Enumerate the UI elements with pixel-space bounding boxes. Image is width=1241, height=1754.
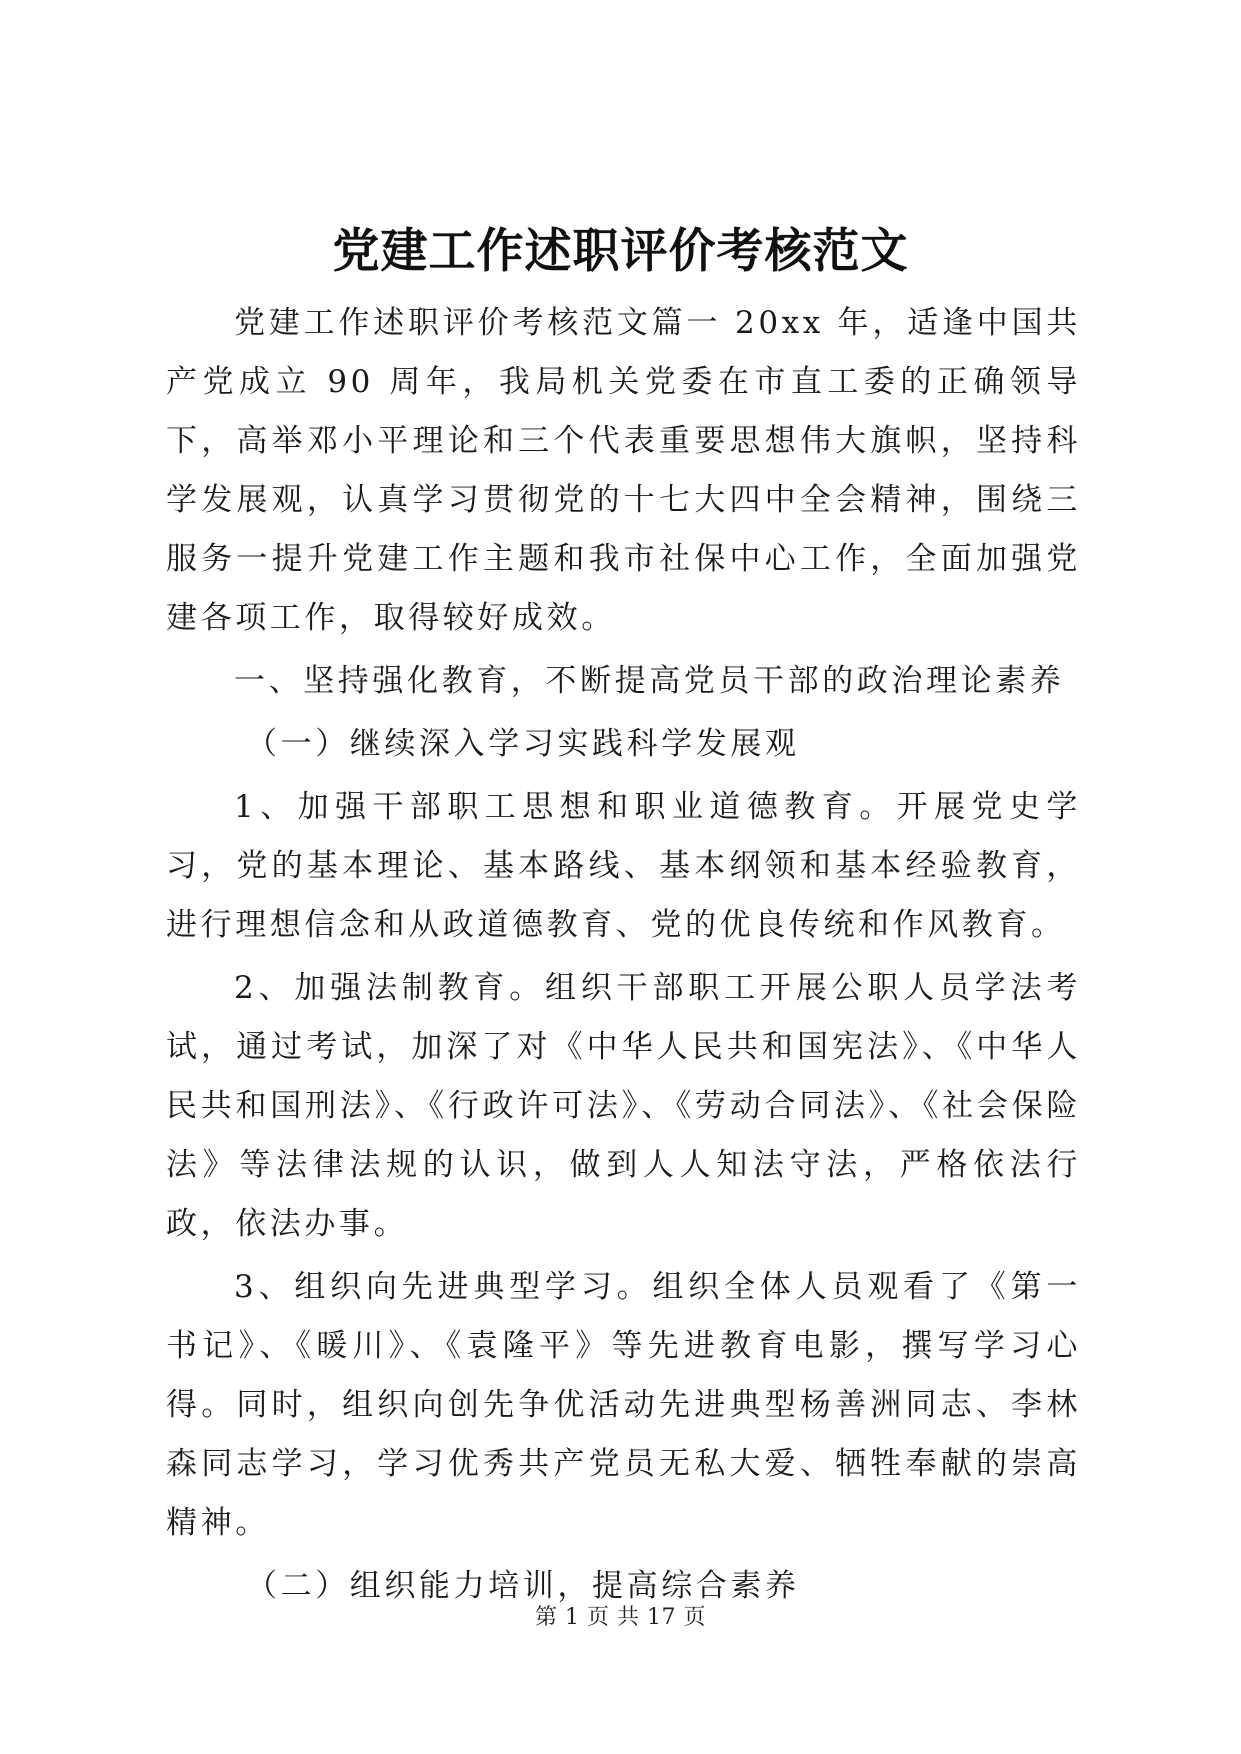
page-number-footer: 第 1 页 共 17 页 <box>535 1605 706 1630</box>
section-heading-1: 一、坚持强化教育，不断提高党员干部的政治理论素养 <box>234 663 1065 699</box>
paragraph-item-2: 2、加强法制教育。组织干部职工开展公职人员学法考试，通过考试，加深了对《中华人民共和国宪法》、《中华人民共和国刑法》、《行政许可法》、《劳动合同法》、《社会保险法》等法律法规的认识，做到人人知法守法，严格依法行政，依法办事。 <box>166 970 1081 1242</box>
subsection-heading-1: （一）继续深入学习实践科学发展观 <box>246 726 800 762</box>
document-body <box>166 294 1081 1620</box>
document-title: 党建工作述职评价考核范文 <box>332 224 909 279</box>
paragraph-intro: 党建工作述职评价考核范文篇一 20xx 年，适逢中国共产党成立 90 周年，我局机关党委在市直工委的正确领导下，高举邓小平理论和三个代表重要思想伟大旗帜，坚持科学发展观，认真学习贯彻党的十七大四中全会精神，围绕三服务一提升党建工作主题和我市社保中心工作，全面加强党建各项工作，取得较好成效。 <box>166 305 1081 636</box>
paragraph-item-1: 1、加强干部职工思想和职业道德教育。开展党史学习，党的基本理论、基本路线、基本纲领和基本经验教育，进行理想信念和从政道德教育、党的优良传统和作风教育。 <box>166 789 1081 943</box>
paragraph-item-3: 3、组织向先进典型学习。组织全体人员观看了《第一书记》、《暖川》、《袁隆平》等先进教育电影，撰写学习心得。同时，组织向创先争优活动先进典型杨善洲同志、李林森同志学习，学习优秀共产党员无私大爱、牺牲奉献的崇高精神。 <box>166 1269 1081 1541</box>
subsection-heading-2: （二）组织能力培训，提高综合素养 <box>246 1568 800 1604</box>
